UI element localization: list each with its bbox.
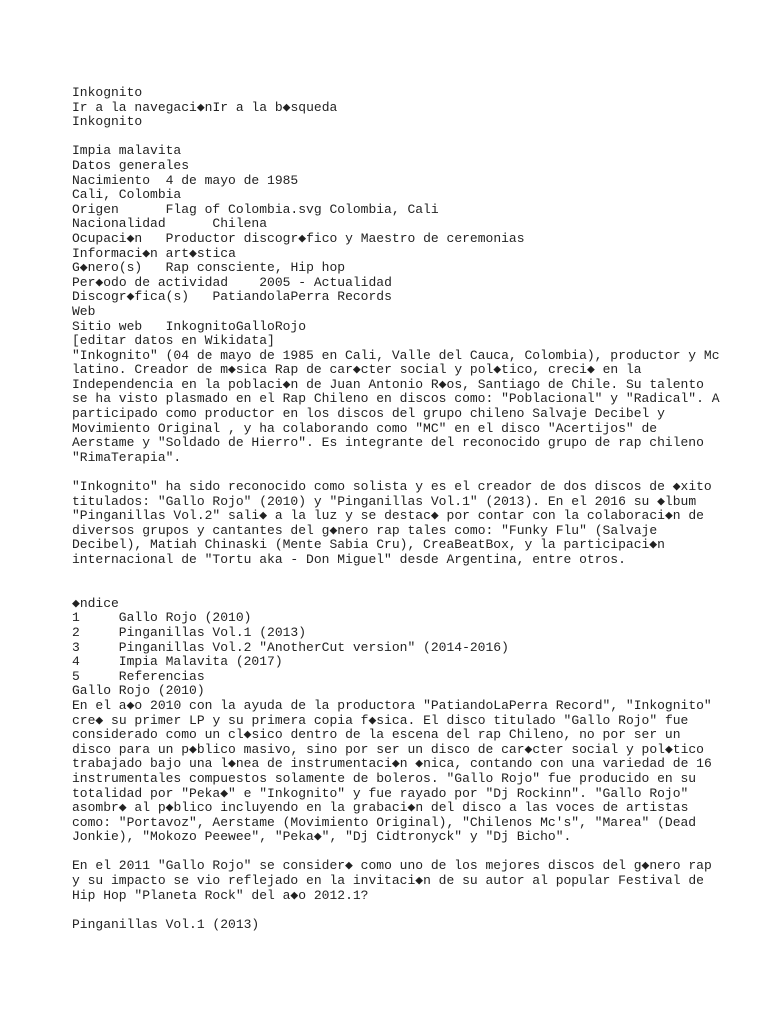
text-line: Independencia en la poblaci◆n de Juan Antonio R◆os, Santiago de Chile. Su talento — [72, 376, 704, 392]
text-line: "RimaTerapia". — [72, 449, 182, 465]
text-line — [72, 845, 702, 860]
text-line: diversos grupos y cantantes del g◆nero rap tales como: "Funky Flu" (Salvaje — [72, 522, 658, 538]
text-line: como: "Portavoz", Aerstame (Movimiento Original), "Chilenos Mc's", "Marea" (Dead — [72, 814, 697, 830]
text-line — [72, 568, 702, 583]
text-line: Pinganillas Vol.1 (2013) — [72, 916, 260, 932]
text-line: Datos generales — [72, 157, 190, 173]
text-line: 3 Pinganillas Vol.2 "AnotherCut version" (2014-2016) — [72, 639, 509, 655]
text-line: 2 Pinganillas Vol.1 (2013) — [72, 624, 307, 640]
text-line: Jonkie), "Mokozo Peewee", "Peka◆", "Dj Cidtronyck" y "Dj Bicho". — [72, 829, 572, 845]
text-line: Sitio web InkognitoGalloRojo — [72, 318, 307, 334]
text-line — [72, 582, 702, 597]
text-line — [72, 903, 702, 918]
text-line: En el a◆o 2010 con la ayuda de la productora "PatiandoLaPerra Record", "Inkognito" — [72, 697, 712, 713]
text-line: Movimiento Original , y ha colaborando como "MC" en el disco "Acertijos" de — [72, 420, 658, 436]
text-line: Inkognito — [72, 114, 143, 130]
text-line: considerado como un cl◆sico dentro de la escena del rap Chileno, no por ser un — [72, 727, 681, 743]
text-line: Cali, Colombia — [72, 187, 182, 203]
text-line: instrumentales compuestos solamente de boleros. "Gallo Rojo" fue producido en su — [72, 770, 697, 786]
text-line: G◆nero(s) Rap consciente, Hip hop — [72, 260, 346, 276]
text-line: disco para un p◆blico masivo, sino por ser un disco de car◆cter social y pol◆tico — [72, 741, 704, 757]
text-line: trabajado bajo una l◆nea de instrumentaci◆n ◆nica, contando con una variedad de 16 — [72, 756, 712, 772]
text-line: latino. Creador de m◆sica Rap de car◆cter social y pol◆tico, creci◆ en la — [72, 362, 642, 378]
text-line: Web — [72, 303, 96, 319]
text-line: Aerstame y "Soldado de Hierro". Es integrante del reconocido grupo de rap chileno — [72, 435, 704, 451]
text-line: 4 Impia Malavita (2017) — [72, 654, 283, 670]
text-line: Gallo Rojo (2010) — [72, 683, 205, 699]
text-line: participado como productor en los discos del grupo chileno Salvaje Decibel y — [72, 406, 665, 422]
text-line — [72, 465, 702, 480]
document-text — [72, 85, 720, 932]
text-line: Hip Hop "Planeta Rock" del a◆o 2012.1? — [72, 887, 369, 903]
text-line: Discogr◆fica(s) PatiandolaPerra Records — [72, 289, 392, 305]
text-line: Decibel), Matiah Chinaski (Mente Sabia Cru), CreaBeatBox, y la participaci◆n — [72, 537, 665, 553]
text-line: Nacimiento 4 de mayo de 1985 — [72, 172, 299, 188]
text-line: se ha visto plasmado en el Rap Chileno en discos como: "Poblacional" y "Radical". A — [72, 391, 720, 407]
text-line: Nacionalidad Chilena — [72, 216, 268, 232]
text-line: "Inkognito" ha sido reconocido como solista y es el creador de dos discos de ◆xito — [72, 479, 712, 495]
text-line: "Pinganillas Vol.2" sali◆ a la luz y se destac◆ por contar con la colaboraci◆n de — [72, 508, 704, 524]
text-line: Per◆odo de actividad 2005 - Actualidad — [72, 274, 392, 290]
text-line: titulados: "Gallo Rojo" (2010) y "Pinganillas Vol.1" (2013). En el 2016 su ◆lbum — [72, 493, 697, 509]
text-line: "Inkognito" (04 de mayo de 1985 en Cali, Valle del Cauca, Colombia), productor y Mc — [72, 347, 720, 363]
text-line: internacional de "Tortu aka - Don Miguel" desde Argentina, entre otros. — [72, 552, 626, 567]
text-line: y su impacto se vio reflejado en la invitaci◆n de su autor al popular Festival de — [72, 873, 704, 889]
text-line: asombr◆ al p◆blico incluyendo en la grabaci◆n del disco a las voces de artistas — [72, 800, 689, 816]
text-line — [72, 130, 702, 145]
text-line: Informaci◆n art◆stica — [72, 245, 236, 261]
text-line: ◆ndice — [72, 595, 119, 611]
text-line: Ocupaci◆n Productor discogr◆fico y Maestro de ceremonias — [72, 230, 525, 246]
text-line: Origen Flag of Colombia.svg Colombia, Cali — [72, 201, 439, 217]
text-line: cre◆ su primer LP y su primera copia f◆sica. El disco titulado "Gallo Rojo" fue — [72, 712, 689, 728]
text-line: Impia malavita — [72, 143, 182, 159]
text-line: 1 Gallo Rojo (2010) — [72, 610, 252, 626]
text-line: Inkognito — [72, 85, 143, 100]
text-line: Ir a la navegaci◆nIr a la b◆squeda — [72, 99, 338, 115]
text-line: [editar datos en Wikidata] — [72, 333, 275, 349]
text-line: 5 Referencias — [72, 668, 205, 684]
text-line: totalidad por "Peka◆" e "Inkognito" y fue rayado por "Dj Rockinn". "Gallo Rojo" — [72, 785, 689, 801]
text-line: En el 2011 "Gallo Rojo" se consider◆ como uno de los mejores discos del g◆nero rap — [72, 858, 712, 874]
